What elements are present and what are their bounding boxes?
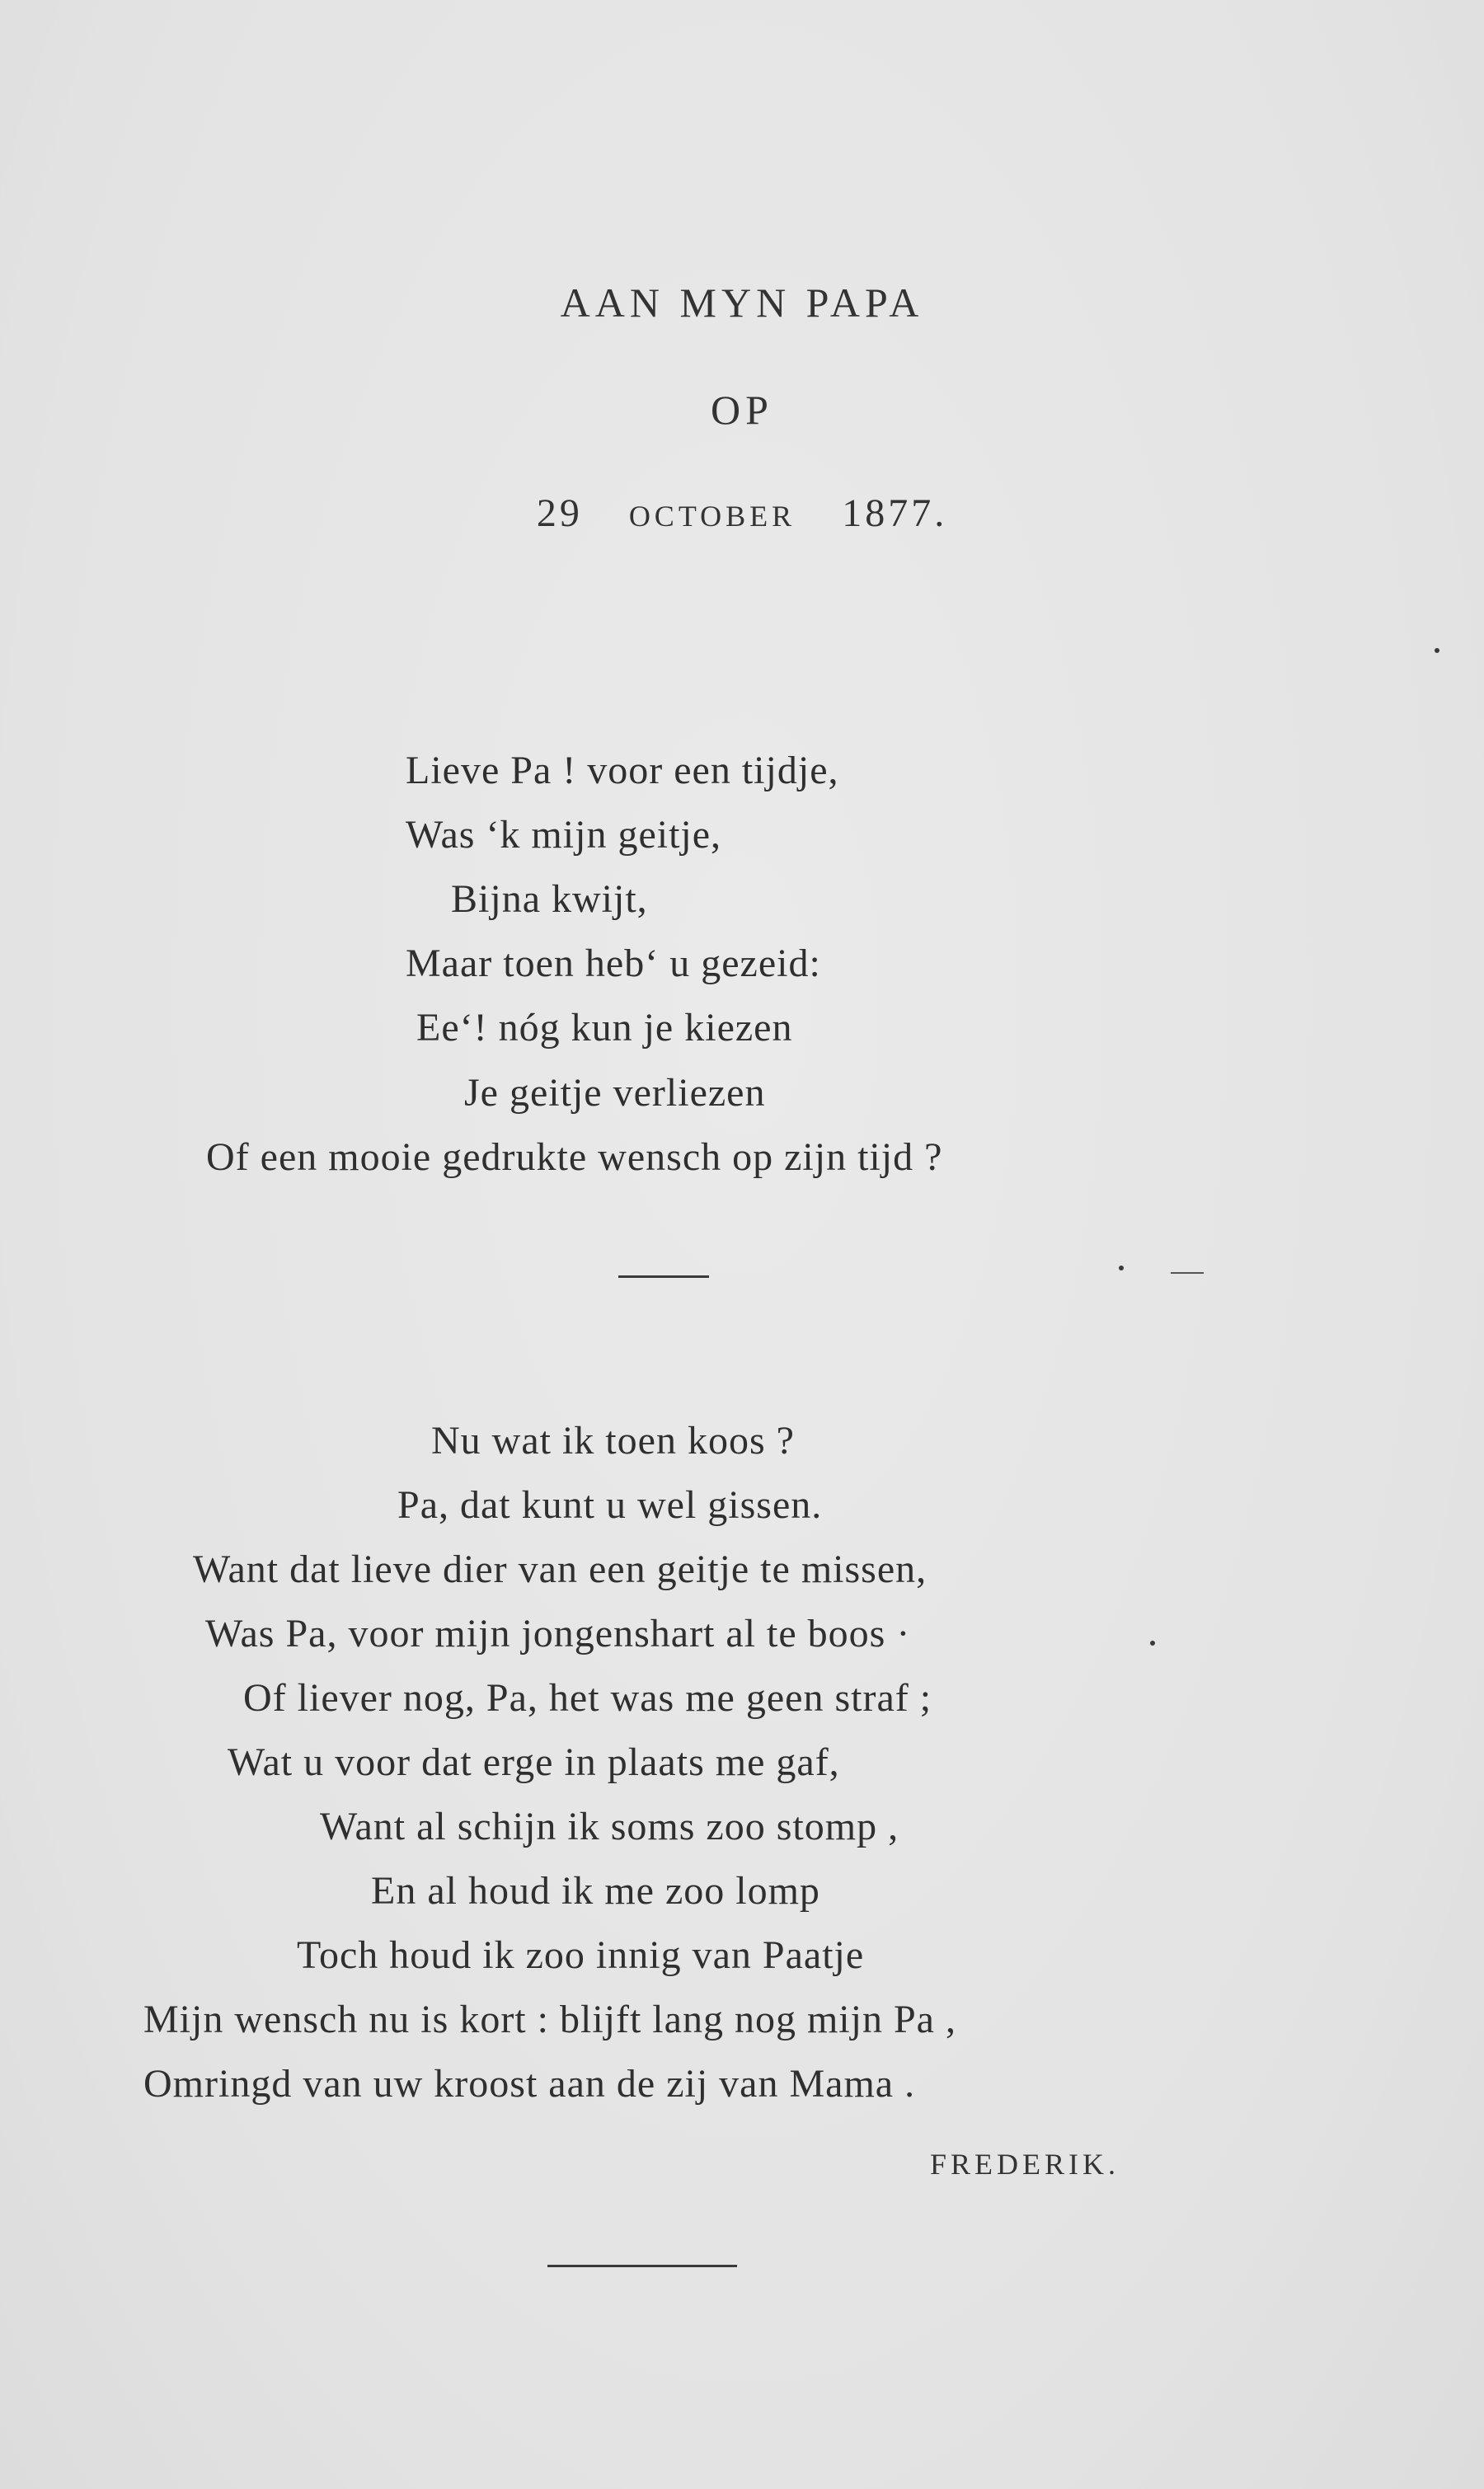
stanza-divider bbox=[618, 1275, 709, 1278]
dedication-date bbox=[0, 491, 1484, 536]
poem-line: Pa, dat kunt u wel gissen. bbox=[397, 1483, 823, 1527]
poem-line: Of liever nog, Pa, het was me geen straf ; bbox=[243, 1676, 932, 1720]
ink-speck bbox=[1435, 648, 1439, 653]
signature: FREDERIK. bbox=[930, 2148, 1120, 2181]
poem-line: Toch houd ik zoo innig van Paatje bbox=[297, 1933, 865, 1977]
poem-line: Of een mooie gedrukte wensch op zijn tijd ? bbox=[206, 1135, 943, 1179]
date-day: 29 bbox=[536, 491, 583, 535]
poem-line: Wat u voor dat erge in plaats me gaf, bbox=[228, 1740, 840, 1784]
poem-line: Lieve Pa ! voor een tijdje, bbox=[406, 749, 839, 792]
poem-line: Omringd van uw kroost aan de zij van Mama . bbox=[143, 2062, 916, 2106]
poem-line: Je geitje verliezen bbox=[464, 1071, 766, 1115]
date-year: 1877. bbox=[842, 491, 948, 535]
poem-line: Want al schijn ik soms zoo stomp , bbox=[320, 1805, 899, 1848]
poem-line: Want dat lieve dier van een geitje te missen, bbox=[193, 1547, 928, 1591]
poem-line: Was Pa, voor mijn jongenshart al te boos · bbox=[205, 1612, 911, 1655]
poem-line: En al houd ik me zoo lomp bbox=[371, 1869, 820, 1913]
poem-line: Was ‘k mijn geitje, bbox=[406, 813, 722, 857]
dedication-op: OP bbox=[711, 387, 773, 433]
poem-line: Ee‘! nóg kun je kiezen bbox=[416, 1006, 793, 1050]
date-month: OCTOBER bbox=[628, 500, 796, 533]
closing-rule bbox=[547, 2265, 737, 2267]
poem-line: Maar toen heb‘ u gezeid: bbox=[406, 942, 821, 985]
poem-line: Bijna kwijt, bbox=[451, 877, 648, 921]
ink-mark bbox=[1171, 1272, 1204, 1274]
ink-speck bbox=[1119, 1266, 1124, 1270]
ink-speck bbox=[1150, 1641, 1155, 1646]
dedication-title: AAN MYN PAPA bbox=[560, 279, 924, 326]
poem-line: Nu wat ik toen koos ? bbox=[431, 1419, 795, 1463]
poem-line: Mijn wensch nu is kort : blijft lang nog mijn Pa , bbox=[143, 1998, 956, 2041]
